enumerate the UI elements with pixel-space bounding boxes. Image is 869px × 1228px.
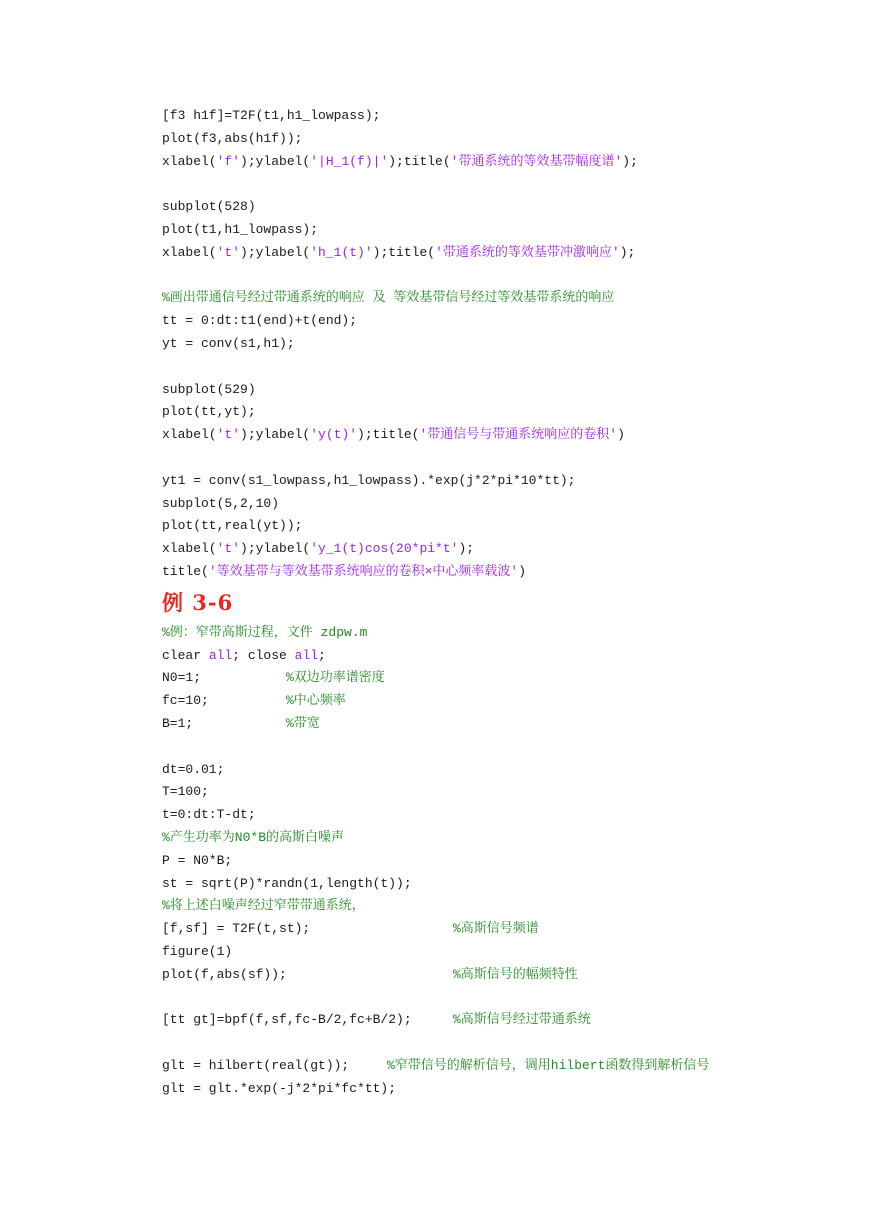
code-line	[162, 333, 852, 356]
code-listing	[162, 105, 852, 1100]
blank-line	[162, 173, 852, 196]
code-text: plot(f,abs(sf));	[162, 966, 287, 982]
code-line	[162, 470, 852, 493]
code-string: 'h_1(t)'	[310, 244, 373, 260]
code-comment: %高斯信号的幅频特性	[453, 966, 578, 982]
code-text: xlabel(	[162, 541, 217, 557]
code-text: ;	[318, 647, 326, 663]
code-comment: %高斯信号频谱	[453, 921, 539, 937]
code-line	[162, 1009, 852, 1032]
code-text: N0=1;	[162, 670, 202, 686]
code-text: );ylabel(	[240, 153, 311, 169]
code-line	[162, 128, 852, 151]
code-text: subplot(5,2,10)	[162, 495, 280, 511]
code-text: xlabel(	[162, 427, 217, 443]
code-text: plot(t1,h1_lowpass);	[162, 221, 319, 237]
code-line	[162, 310, 852, 333]
code-string: 't'	[216, 244, 241, 260]
code-line	[162, 1055, 852, 1078]
code-line	[162, 713, 852, 736]
code-line	[162, 538, 852, 561]
code-text: B=1;	[162, 715, 194, 731]
code-text: );	[619, 244, 636, 260]
code-line	[162, 873, 852, 896]
code-comment: %窄带信号的解析信号，调用hilbert函数得到解析信号	[387, 1057, 710, 1073]
code-text: )	[518, 563, 527, 579]
code-text: ; close	[232, 647, 295, 663]
code-line	[162, 151, 852, 174]
code-text: [f,sf] = T2F(t,st);	[162, 921, 311, 937]
code-line	[162, 242, 852, 265]
blank-line	[162, 265, 852, 288]
code-line	[162, 622, 852, 645]
code-string: '带通系统的等效基带幅度谱'	[450, 153, 623, 169]
code-text: fc=10;	[162, 693, 209, 709]
code-text: )	[617, 427, 625, 443]
code-text: );ylabel(	[240, 541, 311, 557]
code-string: '|H_1(f)|'	[310, 153, 389, 169]
code-text: title(	[162, 563, 209, 579]
code-comment: %中心频率	[286, 693, 346, 709]
code-line	[162, 287, 852, 310]
code-string: all	[208, 647, 233, 663]
code-text: t=0:dt:T-dt;	[162, 807, 256, 823]
code-text: plot(tt,real(yt));	[162, 518, 303, 534]
code-line	[162, 219, 852, 242]
code-line	[162, 379, 852, 402]
code-string: '等效基带与等效基带系统响应的卷积×中心频率载波'	[208, 563, 519, 579]
code-text: clear	[162, 647, 209, 663]
code-line	[162, 759, 852, 782]
code-line	[162, 645, 852, 668]
code-text: [f3 h1f]=T2F(t1,h1_lowpass);	[162, 108, 381, 123]
code-text: );title(	[388, 153, 451, 169]
code-string: 'y(t)'	[310, 427, 358, 443]
code-text: );	[622, 153, 638, 169]
code-text: yt = conv(s1,h1);	[162, 335, 295, 351]
code-comment: %将上述白噪声经过窄带带通系统，	[162, 898, 365, 914]
code-line	[162, 895, 852, 918]
code-line	[162, 1078, 852, 1101]
code-text: glt = hilbert(real(gt));	[162, 1057, 350, 1073]
code-text: yt1 = conv(s1_lowpass,h1_lowpass).*exp(j*2*pi*10*tt);	[162, 472, 576, 488]
code-text: );ylabel(	[240, 244, 311, 260]
code-line	[162, 850, 852, 873]
code-line	[162, 515, 852, 538]
code-text: tt = 0:dt:t1(end)+t(end);	[162, 313, 358, 329]
code-text: [tt gt]=bpf(f,sf,fc-B/2,fc+B/2);	[162, 1012, 412, 1028]
blank-line	[162, 356, 852, 379]
code-line	[162, 690, 852, 713]
code-line	[162, 804, 852, 827]
code-line	[162, 781, 852, 804]
code-string: '带通信号与带通系统响应的卷积'	[419, 427, 618, 443]
code-text: T=100;	[162, 784, 209, 800]
code-line	[162, 561, 852, 584]
blank-line	[162, 447, 852, 470]
blank-line	[162, 1032, 852, 1055]
code-line	[162, 105, 852, 128]
code-line	[162, 941, 852, 964]
code-text: figure(1)	[162, 943, 233, 959]
code-comment: %画出带通信号经过带通系统的响应 及 等效基带信号经过等效基带系统的响应	[162, 290, 615, 306]
code-line	[162, 667, 852, 690]
code-text: xlabel(	[162, 244, 217, 260]
code-text: subplot(529)	[162, 381, 256, 397]
code-string: '带通系统的等效基带冲激响应'	[435, 244, 620, 260]
blank-line	[162, 736, 852, 759]
code-line	[162, 918, 852, 941]
code-text: );	[458, 541, 475, 557]
code-string: 't'	[216, 541, 241, 557]
code-text: glt = glt.*exp(-j*2*pi*fc*tt);	[162, 1080, 397, 1096]
code-text: );title(	[357, 427, 420, 443]
code-comment: %带宽	[286, 715, 320, 731]
code-line	[162, 827, 852, 850]
code-line	[162, 493, 852, 516]
code-text: );ylabel(	[240, 427, 311, 443]
code-comment: %产生功率为N0*B的高斯白噪声	[162, 829, 345, 845]
code-text: plot(f3,abs(h1f));	[162, 130, 303, 146]
code-string: 't'	[216, 427, 241, 443]
code-line	[162, 401, 852, 424]
code-text: xlabel(	[162, 153, 217, 169]
code-text: P = N0*B;	[162, 852, 233, 868]
code-line	[162, 196, 852, 219]
code-string: all	[294, 647, 319, 663]
code-string: 'f'	[216, 153, 241, 169]
code-comment: %双边功率谱密度	[286, 670, 385, 686]
blank-line	[162, 986, 852, 1009]
code-comment: %例：窄带高斯过程，文件 zdpw.m	[162, 624, 368, 640]
code-text: );title(	[372, 244, 436, 260]
code-text: plot(tt,yt);	[162, 404, 256, 420]
code-text: st = sqrt(P)*randn(1,length(t));	[162, 875, 412, 891]
code-comment: %高斯信号经过带通系统	[453, 1012, 591, 1028]
code-text: subplot(528)	[162, 199, 256, 215]
code-string: 'y_1(t)cos(20*pi*t'	[310, 541, 459, 557]
example-heading: 例 3-6	[162, 589, 234, 615]
code-line	[162, 424, 852, 447]
code-text: dt=0.01;	[162, 761, 225, 777]
code-line	[162, 964, 852, 987]
